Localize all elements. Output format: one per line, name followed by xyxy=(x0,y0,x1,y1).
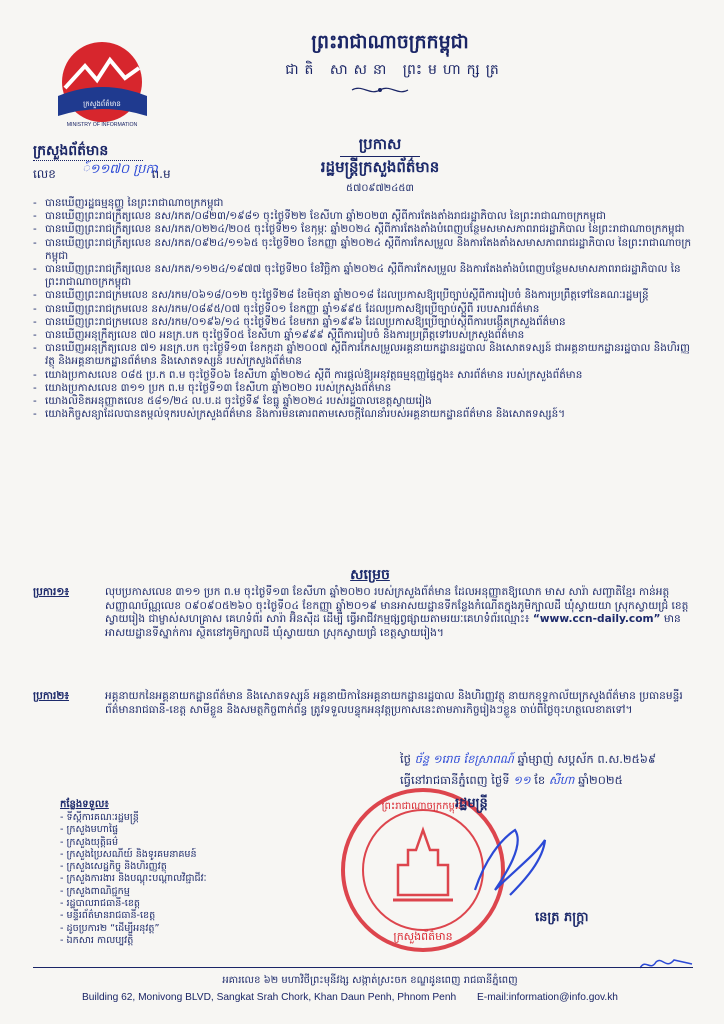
preamble-item xyxy=(33,329,698,342)
article-1-text: លុបប្រកាសលេខ ៣១១ ប្រក ព.ម ចុះថ្ងៃទី១៣ ខែសីហា ឆ្នាំ២០២០ របស់ក្រសួងព័ត៌មាន ដែលអនុញ្ញាតឱ្យលោក មាស សារ៉ា សញ្ជាតិខ្មែរ កាន់អត្តសញ្ញាណប័ណ្ណលេខ ០៩០៩០៥២៦០ ចុះថ្ងៃទី០៤ ខែកញ្ញា ឆ្នាំ២០១៩ មានអាសយដ្ឋានទីកន្លែងកំណើតក្នុងភូមិក្បាលដី ឃុំស្វាយយា ស្រុកស្វាយជ្រំ ខេត្តស្វាយរៀង ជាម្ចាស់សហគ្រាស គេហទំព័រ សារ៉ា អ៊ិនស៊ីដ ដើម្បី ធ្វើអាជីវកម្មផ្សព្វផ្សាយតាមរយៈគេហទំព័រឈ្មោះ៖ xyxy=(105,586,689,625)
preamble-item-text: យោងលិខិតអនុញ្ញាតលេខ ៥៨១/២៤ ល.ប.ដ ចុះថ្ងៃទី៩ ខែធ្នូ ឆ្នាំ២០២៤ របស់រដ្ឋបាលខេត្តស្វាយរៀង xyxy=(45,395,432,408)
preamble-item-text: យោងប្រកាសលេខ ៣១១ ប្រក ព.ម ចុះថ្ងៃទី១៣ ខែសីហា ឆ្នាំ២០២០ របស់ក្រសួងព័ត៌មាន xyxy=(45,381,392,394)
preamble-item xyxy=(33,408,698,421)
solar-date-prefix: ធ្វើនៅរាជធានីភ្នំពេញ ថ្ងៃទី xyxy=(400,773,510,787)
preamble-item xyxy=(33,342,698,368)
preamble-item-text: បានឃើញព្រះរាជក្រឹត្យលេខ នស/រកត/០៨២៣/១៩៨១ ចុះថ្ងៃទី២២ ខែសីហា ឆ្នាំ២០២៣ ស្តីពីការតែងតាំងរាជរដ្ឋាភិបាល នៃព្រះរាជាណាចក្រកម្ពុជា xyxy=(45,210,607,223)
ref-handwritten: ៍១១៧០ ប្រកា xyxy=(82,162,158,177)
lunar-date xyxy=(400,752,656,769)
article-2-text: អគ្គនាយកនៃអគ្គនាយកដ្ឋានព័ត៌មាន និងសោតទស្សន៍ អគ្គនាយិកានៃអគ្គនាយកដ្ឋានរដ្ឋបាល និងហិរញ្ញវត្ថុ នាយកខុទ្ទកាល័យក្រសួងព័ត៌មាន ប្រធានមន្ទីរព័ត៌មានរាជធានី-ខេត្ត សាមីខ្លួន និងសមត្ថកិច្ចពាក់ព័ន្ធ ត្រូវទទួលបន្ទុកអនុវត្តប្រកាសនេះតាមភារកិច្ចរៀងៗខ្លួន ចាប់ពីថ្ងៃចុះហត្ថលេខាតទៅ។ xyxy=(105,690,683,716)
preamble-item xyxy=(33,289,698,302)
recipients-list xyxy=(60,812,207,947)
stamp-top-text: ព្រះរាជាណាចក្រកម្ពុជា xyxy=(381,801,465,812)
bullet-dash: - xyxy=(33,395,37,408)
recipient-item: - ក្រសួងយុត្តិធម៌ xyxy=(60,836,119,848)
article-1 xyxy=(33,586,698,640)
initials-icon xyxy=(636,952,696,974)
bullet-dash: - xyxy=(33,302,37,315)
preamble-item-text: យោងកិច្ចសន្យាដែលបានតម្កល់ទុករបស់ក្រសួងព័ត៌មាន និងការមិនគោរពតាមសេចក្តីណែនាំរបស់អគ្គនាយកដ្ឋានព័ត៌មាន និងសោតទស្សន៍។ xyxy=(45,408,566,421)
recipient-item: - ទីស្តីការគណៈរដ្ឋមន្ត្រី xyxy=(60,812,139,823)
preamble-item xyxy=(33,210,698,223)
preamble-item-text: បានឃើញព្រះរាជក្រឹត្យលេខ នស/រកត/០២២៤/២០៥ ចុះថ្ងៃទី២១ ខែកុម្ភៈ ឆ្នាំ២០២៤ ស្តីពីការតែងតាំងបំពេញបន្ថែមសមាសភាពរាជរដ្ឋាភិបាល នៃព្រះរាជាណាចក្រកម្ពុជា xyxy=(45,223,685,236)
recipient-item: - ក្រសួងមហាផ្ទៃ xyxy=(60,824,119,836)
footer-divider xyxy=(33,967,693,968)
solar-day: ១១ xyxy=(513,773,531,787)
kingdom-motto: ជាតិ សាសនា ព្រះមហាក្សត្រ xyxy=(285,62,505,78)
recipient-item: - ដូចប្រការ២ “ដើម្បីអនុវត្ត” xyxy=(60,922,160,934)
solar-month: សីហា xyxy=(548,773,575,787)
logo-text: ក្រសួងព័ត៌មាន xyxy=(83,100,121,108)
recipient-item: - ឯកសារ កាលប្បវត្តិ xyxy=(60,934,134,946)
document-type: ប្រកាស xyxy=(358,135,402,153)
ref-label: លេខ xyxy=(33,167,56,181)
article-2-label: ប្រការ២៖ xyxy=(33,690,70,702)
bullet-dash: - xyxy=(33,329,37,342)
bullet-dash: - xyxy=(33,381,37,394)
recipient-item: - រដ្ឋបាលរាជធានី-ខេត្ត xyxy=(60,898,141,910)
preamble-item xyxy=(33,369,698,382)
kingdom-title: ព្រះរាជាណាចក្រកម្ពុជា xyxy=(311,31,469,53)
minister-title: រដ្ឋមន្ត្រី xyxy=(455,796,488,811)
recipient-item: - មន្ទីរព័ត៌មានរាជធានី-ខេត្ត xyxy=(60,910,156,922)
preamble-item xyxy=(33,303,698,316)
preamble-item-text: បានឃើញអនុក្រឹត្យលេខ ៧១ អនក្រ.បក ចុះថ្ងៃទី១៣ ខែកក្កដា ឆ្នាំ២០០៧ ស្តីពីការកែសម្រួលអគ្គនាយកដ្ឋានរដ្ឋបាល និងសោតទស្សន៍ ជាអគ្គនាយកដ្ឋានរដ្ឋបាល និងហិរញ្ញវត្ថុ និងអគ្គនាយកដ្ឋានព័ត៌មាន និងសោតទស្សន៍ របស់ក្រសួងព័ត៌មាន xyxy=(45,342,690,368)
bullet-dash: - xyxy=(33,342,37,355)
preamble-item xyxy=(33,237,698,263)
footer-address-kh: អគារលេខ ៦២ មហាវិថីព្រះមុនីវង្ស សង្កាត់ស្រះចក ខណ្ឌដូនពេញ រាជធានីភ្នំពេញ xyxy=(222,975,518,986)
ornament-divider-icon xyxy=(350,84,410,96)
preamble-item xyxy=(33,223,698,236)
preamble-item-text: បានឃើញព្រះរាជក្រឹត្យលេខ នស/រកត/១១២៤/១៩៧៧ ចុះថ្ងៃទី២០ ខែវិច្ឆិកា ឆ្នាំ២០២៤ ស្តីពីការកែសម្រួល និងការតែងតាំងបំពេញបន្ថែមសមាសភាពរាជរដ្ឋាភិបាល នៃព្រះរាជាណាចក្រកម្ពុជា xyxy=(45,263,681,289)
article-1-text-end: មានអាសយដ្ឋានទីស្នាក់ការ ស្ថិតនៅភូមិក្បាលដី ឃុំស្វាយយា ស្រុកស្វាយជ្រំ ខេត្តស្វាយរៀង។ xyxy=(105,613,681,639)
document-issuer: រដ្ឋមន្ត្រីក្រសួងព័ត៌មាន xyxy=(320,158,440,176)
signature-icon xyxy=(465,820,555,900)
preamble-item-text: បានឃើញព្រះរាជក្រមលេខ នស/រកម/០៨៩៥/០៧ ចុះថ្ងៃទី០១ ខែកញ្ញា ឆ្នាំ១៩៩៥ ដែលប្រកាសឱ្យប្រើច្បាប់ស្តីពី របបសារព័ត៌មាន xyxy=(45,302,540,315)
preamble-item xyxy=(33,197,698,210)
bullet-dash: - xyxy=(33,315,37,328)
preamble-item xyxy=(33,316,698,329)
bullet-dash: - xyxy=(33,289,37,302)
recipient-item: - ក្រសួងពាណិជ្ជកម្ម xyxy=(60,885,130,897)
bullet-dash: - xyxy=(33,236,37,249)
ministry-name: ក្រសួងព័ត៌មាន xyxy=(33,143,109,159)
recipient-item: - ក្រសួងការងារ និងបណ្តុះបណ្តាលវិជ្ជាជីវៈ xyxy=(60,873,207,885)
preamble-item-text: បានឃើញព្រះរាជក្រមលេខ នស/រកម/០៦១៨/០១២ ចុះថ្ងៃទី២៨ ខែមិថុនា ឆ្នាំ២០១៨ ដែលប្រកាសឱ្យប្រើច្បាប់ស្តីពីការរៀបចំ និងការប្រព្រឹត្តទៅនៃគណៈរដ្ឋមន្ត្រី xyxy=(45,289,649,302)
ref-suffix: ព.ម xyxy=(151,167,171,181)
logo-text-en: MINISTRY OF INFORMATION xyxy=(66,122,138,128)
lunar-date-prefix: ថ្ងៃ xyxy=(400,752,411,766)
preamble-item xyxy=(33,263,698,289)
bullet-dash: - xyxy=(33,197,37,209)
bullet-dash: - xyxy=(33,223,37,236)
preamble-item-text: បានឃើញរដ្ឋធម្មនុញ្ញ នៃព្រះរាជាណាចក្រកម្ពុជា xyxy=(45,197,224,209)
document-signature-line: ៥៧០៩៧២៤៥៣ xyxy=(346,183,414,194)
document-type-underline xyxy=(340,156,420,157)
preamble-item-text: បានឃើញព្រះរាជក្រមលេខ នស/រកម/០១៩៦/១៤ ចុះថ្ងៃទី២៤ ខែមករា ឆ្នាំ១៩៩៦ ដែលប្រកាសឱ្យប្រើច្បាប់ស្តីពីការបង្កើតក្រសួងព័ត៌មាន xyxy=(45,315,566,328)
lunar-date-handwritten: ច័ន្ទ ១រោច ខែស្រាពណ៍ xyxy=(414,752,514,766)
preamble-item-text: យោងប្រកាសលេខ ០៨៥ ប្រ.ក ព.ម ចុះថ្ងៃទី០៦ ខែសីហា ឆ្នាំ២០២៤ ស្តីពី ការផ្តល់ឱ្យអនុវត្តធម្មនុញ្ញផ្ទៃក្នុង៖ សារព័ត៌មាន របស់ក្រសួងព័ត៌មាន xyxy=(45,368,583,381)
bullet-dash: - xyxy=(33,408,37,421)
preamble-item xyxy=(33,395,698,408)
bullet-dash: - xyxy=(33,263,37,276)
solar-month-label: ខែ xyxy=(534,773,546,787)
article-2 xyxy=(33,690,698,717)
decision-title: សម្រេច xyxy=(350,567,390,583)
bullet-dash: - xyxy=(33,210,37,223)
website-url: “www.ccn-daily.com” xyxy=(532,613,661,625)
bullet-dash: - xyxy=(33,368,37,381)
recipient-item: - ក្រសួងប្រៃសណីយ៍ និងទូរគមនាគមន៍ xyxy=(60,848,197,860)
solar-year: ឆ្នាំ២០២៥ xyxy=(578,773,623,787)
preamble-item-text: បានឃើញព្រះរាជក្រឹត្យលេខ នស/រកត/០៩២៤/១១៦៥ ចុះថ្ងៃទី២០ ខែកញ្ញា ឆ្នាំ២០២៤ ស្តីពីការកែសម្រួល និងការតែងតាំងសមាសភាពរាជរដ្ឋាភិបាល នៃព្រះរាជាណាចក្រកម្ពុជា xyxy=(45,236,692,262)
recipient-item: - ក្រសួងសេដ្ឋកិច្ច និងហិរញ្ញវត្ថុ xyxy=(60,861,167,873)
ministry-logo-icon xyxy=(55,38,150,133)
preamble-list xyxy=(33,197,698,421)
article-1-body xyxy=(105,586,698,640)
article-1-label: ប្រការ១៖ xyxy=(33,586,70,598)
footer-email: E-mail:information@info.gov.kh xyxy=(477,992,618,1003)
recipients-title: កន្លែងទទួល៖ xyxy=(60,799,109,810)
stamp-bottom-text: ក្រសួងព័ត៌មាន xyxy=(393,930,453,943)
preamble-item-text: បានឃើញអនុក្រឹត្យលេខ ៧០ អនក្រ.បក ចុះថ្ងៃទី០៥ ខែសីហា ឆ្នាំ១៩៩៩ ស្តីពីការរៀបចំ និងការប្រព្រឹត្តទៅរបស់ក្រសួងព័ត៌មាន xyxy=(45,329,525,342)
minister-name: នេត្រ ភក្ត្រា xyxy=(535,910,589,925)
preamble-item xyxy=(33,382,698,395)
lunar-date-suffix: ឆ្នាំម្សាញ់ សប្តស័ក ព.ស.២៥៦៩ xyxy=(517,752,657,766)
footer-address-en: Building 62, Monivong BLVD, Sangkat Srah Chork, Khan Daun Penh, Phnom Penh xyxy=(82,992,457,1003)
